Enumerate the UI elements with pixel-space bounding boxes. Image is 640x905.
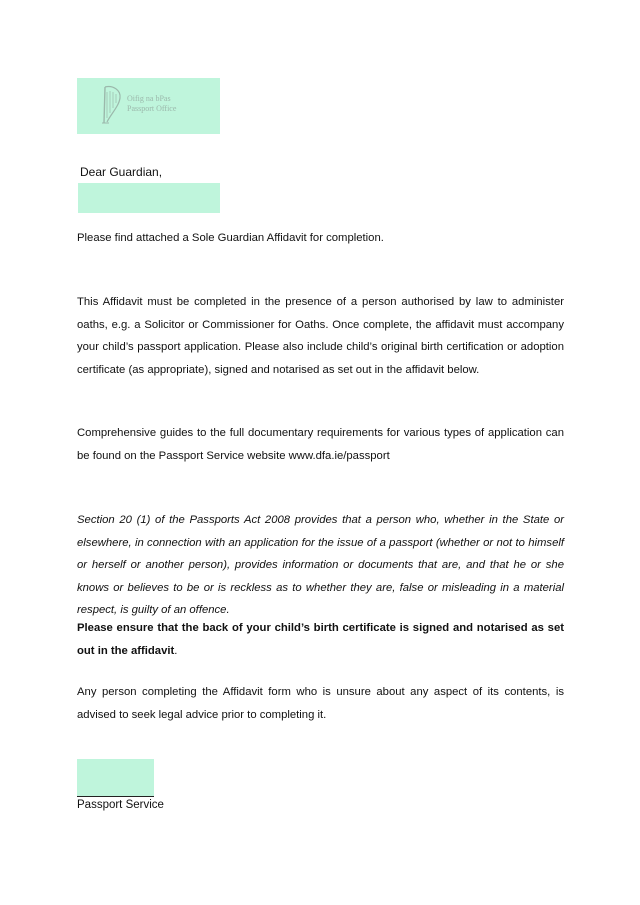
guardian-name-field[interactable] — [78, 183, 220, 213]
paragraph-attachment: Please find attached a Sole Guardian Affidavit for completion. — [77, 232, 384, 244]
logo-line-irish: Oifig na bPas — [127, 94, 171, 103]
notice-bold-text: Please ensure that the back of your child’s birth certificate is signed and notarised as set out in the affidavit — [77, 622, 564, 657]
signatory-name: Passport Service — [77, 799, 164, 811]
harp-icon — [99, 84, 123, 126]
paragraph-oath-requirements: This Affidavit must be completed in the presence of a person authorised by law to administer oaths, e.g. a Solicitor or Commissioner for Oaths. Once complete, the affidavit must accompany your child’s passport application. Please also include child’s original birth certification or adoption certificate (as appropriate), signed and notarised as set out in the affidavit below. — [77, 296, 564, 376]
logo-text — [127, 94, 176, 114]
passport-office-logo — [77, 78, 220, 134]
paragraph-legal-advice: Any person completing the Affidavit form who is unsure about any aspect of its contents, is advised to seek legal advice prior to completing it. — [77, 686, 564, 721]
paragraph-birth-certificate-notice — [77, 617, 564, 662]
signature-field[interactable] — [77, 759, 154, 796]
signature-line — [77, 796, 154, 797]
salutation: Dear Guardian, — [80, 165, 163, 179]
logo-line-english: Passport Office — [127, 104, 177, 113]
paragraph-legal-section: Section 20 (1) of the Passports Act 2008 provides that a person who, whether in the State or elsewhere, in connection with an application for the issue of a passport (whether or not to himself or herself or another person), provides information or documents that are, and that he or she knows or believes to be or is reckless as to whether they are, false or misleading in a material respect, is guilty of an offence. — [77, 514, 564, 616]
notice-end-punctuation: . — [174, 644, 178, 657]
paragraph-guides: Comprehensive guides to the full documentary requirements for various types of application can be found on the Passport Service website www.dfa.ie/passport — [77, 427, 564, 462]
